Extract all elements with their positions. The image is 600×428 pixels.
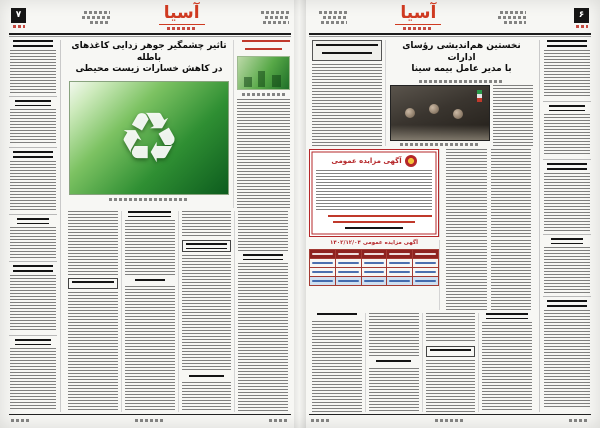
tender-date: ۱۴۰۲/۱۲/۰۴ <box>330 240 361 246</box>
text-block <box>10 275 56 332</box>
text-block <box>10 109 56 143</box>
secondary-headline-box <box>312 40 382 61</box>
photo-caption <box>400 143 480 146</box>
footer-text <box>11 419 31 422</box>
sidebar-article <box>9 96 57 146</box>
flag-icon <box>477 90 482 102</box>
right-body-columns <box>309 313 535 412</box>
text-column <box>178 211 235 412</box>
text-block <box>544 310 590 409</box>
text-block <box>10 50 56 93</box>
headline-line-1: تاثیر چشمگیر جوهر زدایی کاغذهای باطله <box>71 41 227 63</box>
company-emblem-icon <box>405 155 417 167</box>
tender-ad-box <box>309 149 439 237</box>
header-text <box>389 253 410 256</box>
boxed-subheadline <box>68 278 118 289</box>
text-column <box>234 211 291 412</box>
table-row <box>310 267 439 276</box>
text-block <box>491 149 532 237</box>
logo-underline <box>395 24 441 25</box>
text-block <box>544 173 590 231</box>
text-block <box>182 382 232 412</box>
subheadline <box>317 313 357 318</box>
text-block <box>312 321 362 412</box>
text-block <box>125 220 175 276</box>
recycle-icon: ♻ <box>117 97 181 180</box>
logo-tagline <box>167 27 197 30</box>
meeting-photo <box>390 85 490 141</box>
image-detail <box>244 77 252 87</box>
right-table-zone <box>309 240 535 310</box>
subheadline <box>189 375 224 379</box>
left-body-columns <box>65 211 291 412</box>
subtitle-line <box>419 80 505 83</box>
header-issue-line <box>82 16 110 19</box>
page-right-footer <box>309 414 591 423</box>
lead-article <box>65 40 233 208</box>
page-left-header <box>9 5 291 35</box>
right-middle-zone <box>309 149 535 237</box>
subheadline <box>135 279 165 283</box>
cell-text <box>415 271 436 274</box>
left-sidebar-column <box>9 40 61 412</box>
header-text <box>364 253 385 256</box>
page-number: ۷ <box>15 10 22 20</box>
table-header-cell <box>387 249 413 258</box>
table-cell <box>413 258 439 267</box>
footer-text <box>269 419 289 422</box>
right-main-headline <box>390 41 533 76</box>
photo-block <box>390 85 490 146</box>
top-right-column <box>233 40 291 208</box>
cell-text <box>364 271 385 274</box>
sidebar-headline <box>551 238 583 244</box>
text-block <box>493 85 533 146</box>
photo-caption <box>109 198 189 201</box>
page-right-body <box>309 35 591 412</box>
table-cell <box>387 276 413 285</box>
table-cell <box>310 258 336 267</box>
mini-red-headline <box>242 40 290 45</box>
table-cell <box>310 267 336 276</box>
photo-row <box>390 85 533 146</box>
sidebar-article <box>543 101 591 159</box>
sidebar-headline <box>17 218 49 224</box>
headline-line-2: با مدیر عامل بیمه سینا <box>411 64 512 75</box>
cell-text <box>389 262 410 265</box>
ad-signature <box>345 227 403 231</box>
text-block <box>238 211 288 251</box>
header-text <box>338 253 359 256</box>
image-detail <box>258 71 265 87</box>
sidebar-article <box>9 40 57 96</box>
page-number-block <box>574 8 589 28</box>
header-issue-line <box>84 11 110 14</box>
subheadline <box>72 281 114 286</box>
text-block <box>68 292 118 412</box>
subheadline <box>322 52 372 57</box>
subheadline <box>376 360 411 365</box>
conference-table <box>391 125 489 140</box>
header-text <box>415 253 436 256</box>
newspaper-logo <box>395 5 441 30</box>
text-block <box>182 211 232 237</box>
text-block <box>182 255 232 372</box>
cell-text <box>338 280 359 283</box>
page-number-box <box>574 8 589 23</box>
logo-underline <box>159 24 205 25</box>
header-meta-left <box>74 11 110 24</box>
sidebar-headline <box>15 339 52 345</box>
table-header-cell <box>413 249 439 258</box>
footer-text <box>569 419 589 422</box>
sidebar-headline <box>13 265 52 272</box>
text-column <box>365 313 422 412</box>
table-row-highlighted <box>310 276 439 285</box>
sidebar-headline <box>547 40 586 47</box>
subheadline <box>128 211 170 217</box>
left-main-area <box>65 40 291 412</box>
text-block <box>426 360 476 412</box>
table-cell <box>387 258 413 267</box>
ad-body-text <box>316 170 432 212</box>
subheadline <box>486 313 528 319</box>
logo-text: آسیا <box>400 3 437 23</box>
header-date-line <box>498 16 526 19</box>
table-cell <box>413 276 439 285</box>
cell-text <box>389 280 410 283</box>
sidebar-headline <box>547 300 586 307</box>
text-block <box>125 286 175 412</box>
table-cell <box>361 276 387 285</box>
header-date-line <box>261 11 289 14</box>
sidebar-headline <box>547 163 586 170</box>
text-block <box>482 322 532 412</box>
sidebar-article <box>543 234 591 296</box>
right-sidebar-column <box>539 40 591 412</box>
ad-title: آگهی مزایده عمومی <box>331 157 402 165</box>
lead-article <box>385 40 535 146</box>
sidebar-article <box>9 147 57 214</box>
sidebar-headline <box>13 151 52 158</box>
image-detail <box>272 75 281 87</box>
headline-line-1: نخستین هم‌اندیشی رؤسای ادارات <box>402 41 521 63</box>
footer-text <box>135 419 165 422</box>
subheadline <box>243 254 283 260</box>
text-block <box>312 64 382 146</box>
text-block <box>446 240 487 310</box>
section-label <box>576 25 588 28</box>
text-block <box>369 313 419 357</box>
sidebar-article <box>543 159 591 234</box>
logo-text: آسیا <box>163 3 200 23</box>
page-right <box>309 5 591 423</box>
mini-green-image <box>237 56 290 90</box>
tender-table <box>309 249 439 286</box>
cell-text <box>415 262 436 265</box>
sidebar-article <box>9 261 57 335</box>
left-main-headline <box>69 41 229 76</box>
center-fold <box>294 0 306 428</box>
cell-text <box>312 280 333 283</box>
text-block <box>10 227 56 258</box>
cell-text <box>338 262 359 265</box>
text-column <box>65 211 121 412</box>
newspaper-logo <box>159 5 205 30</box>
text-column <box>422 313 479 412</box>
ad-header <box>316 155 432 167</box>
table-header-cell <box>335 249 361 258</box>
header-issue-line <box>321 21 347 24</box>
table-cell <box>361 267 387 276</box>
table-row <box>310 258 439 267</box>
ad-red-line <box>333 221 414 224</box>
secondary-article <box>309 40 385 146</box>
header-meta-right <box>253 11 289 24</box>
person-figure <box>453 109 463 119</box>
sidebar-headline <box>549 105 586 111</box>
table-header-cell <box>310 249 336 258</box>
section-label <box>13 25 25 28</box>
logo-tagline <box>403 27 433 30</box>
tender-caption-text: آگهی مزایده عمومی <box>362 240 418 246</box>
sidebar-article <box>9 214 57 261</box>
table-header-cell <box>361 249 387 258</box>
cell-text <box>415 280 436 283</box>
text-columns <box>439 149 535 237</box>
cell-text <box>338 271 359 274</box>
person-figure <box>429 104 439 114</box>
right-main-area <box>309 40 535 412</box>
footer-text <box>435 419 465 422</box>
sidebar-article <box>543 40 591 101</box>
headline-line-2: در کاهش خسارات زیست محیطی <box>75 64 223 75</box>
header-text <box>312 253 333 256</box>
header-date-line <box>265 16 289 19</box>
ad-red-line <box>328 215 432 218</box>
text-block <box>544 247 590 293</box>
person-figure <box>405 108 415 118</box>
text-column <box>121 211 178 412</box>
subheadline <box>186 243 228 249</box>
header-meta-left <box>311 11 347 24</box>
subheadline <box>430 349 472 354</box>
page-number-block <box>11 8 26 28</box>
header-issue-line <box>323 16 347 19</box>
right-top-zone <box>309 40 535 146</box>
left-top-zone <box>65 40 291 208</box>
text-block <box>10 348 56 409</box>
cell-text <box>364 262 385 265</box>
mini-red-headline <box>245 48 282 53</box>
footer-text <box>311 419 331 422</box>
header-date-line <box>504 21 526 24</box>
header-issue-line <box>319 11 347 14</box>
text-block <box>369 368 419 412</box>
recycling-image <box>69 81 229 195</box>
subheadline <box>316 44 378 49</box>
text-columns <box>439 240 535 310</box>
page-left-footer <box>9 414 291 423</box>
table-cell <box>335 276 361 285</box>
table-cell <box>335 267 361 276</box>
image-caption <box>242 93 284 96</box>
tender-table-section <box>309 240 439 310</box>
tender-caption <box>309 240 439 247</box>
text-block <box>446 149 487 237</box>
cell-text <box>389 271 410 274</box>
header-date-line <box>500 11 526 14</box>
page-left <box>9 5 291 423</box>
text-block <box>68 211 118 275</box>
table-header-row <box>310 249 439 258</box>
header-meta-right <box>490 11 526 24</box>
sidebar-headline <box>15 100 52 106</box>
text-block <box>237 99 290 208</box>
table-cell <box>361 258 387 267</box>
sidebar-article <box>9 335 57 412</box>
page-number-box <box>11 8 26 23</box>
page-number: ۶ <box>578 10 585 20</box>
text-block <box>544 50 590 98</box>
page-left-body <box>9 35 291 412</box>
table-cell <box>335 258 361 267</box>
cell-text <box>312 271 333 274</box>
text-block <box>238 263 288 412</box>
table-cell <box>310 276 336 285</box>
page-right-header <box>309 5 591 35</box>
cell-text <box>312 262 333 265</box>
sidebar-headline <box>13 40 52 47</box>
boxed-subheadline <box>426 346 476 357</box>
header-issue-line <box>90 21 110 24</box>
text-column <box>309 313 365 412</box>
text-block <box>426 313 476 343</box>
text-block <box>10 161 56 211</box>
header-date-line <box>263 21 289 24</box>
sidebar-article <box>543 296 591 412</box>
boxed-subheadline <box>182 240 232 252</box>
text-block <box>491 240 532 310</box>
text-column <box>478 313 535 412</box>
table-cell <box>413 267 439 276</box>
text-block <box>544 114 590 156</box>
cell-text <box>364 280 385 283</box>
table-cell <box>387 267 413 276</box>
